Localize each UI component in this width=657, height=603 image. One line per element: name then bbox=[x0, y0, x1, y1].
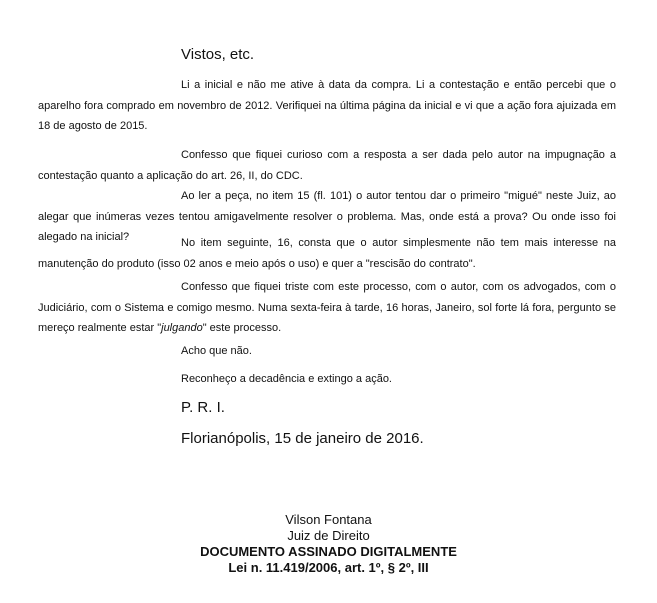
paragraph-5-italic-word: julgando bbox=[161, 322, 203, 334]
paragraph-7: Reconheço a decadência e extingo a ação. bbox=[181, 373, 392, 385]
paragraph-2: Confesso que fiquei curioso com a resposta a ser dada pelo autor na impugnação a contestação quanto a aplicação do art. 26, II, do CDC. bbox=[38, 149, 616, 182]
signature-block bbox=[0, 512, 657, 576]
paragraph-5-text-before: Confesso que fiquei triste com este processo, com o autor, com os advogados, com o Judiciário, com o Sistema e comigo mesmo. Numa sexta-feira à tarde, 16 horas, Janeiro, sol forte lá fora, pergunto se mereço realmente estar " bbox=[38, 281, 616, 334]
digital-signature-notice: DOCUMENTO ASSINADO DIGITALMENTE bbox=[200, 544, 457, 559]
paragraph-6: Acho que não. bbox=[181, 345, 252, 357]
date-line: Florianópolis, 15 de janeiro de 2016. bbox=[181, 430, 424, 447]
paragraph-1: Li a inicial e não me ative à data da compra. Li a contestação e então percebi que o aparelho fora comprado em novembro de 2012. Verifiquei na última página da inicial e vi que a ação fora ajuizada em 18 de agosto de 2015. bbox=[38, 79, 616, 132]
paragraph-5-text-after: " este processo. bbox=[202, 322, 282, 334]
paragraph-5 bbox=[38, 277, 616, 339]
document-heading: Vistos, etc. bbox=[181, 46, 255, 63]
paragraph-3: Ao ler a peça, no item 15 (fl. 101) o autor tentou dar o primeiro "migué" neste Juiz, ao alegar que inúmeras vezes tentou amigavelmente resolver o problema. Mas, onde está a prova? Ou onde isso foi alegado na inicial? bbox=[38, 190, 616, 243]
paragraph-4: No item seguinte, 16, consta que o autor simplesmente não tem mais interesse na manutenção do produto (isso 02 anos e meio após o uso) e quer a "rescisão do contrato". bbox=[38, 237, 616, 270]
signer-name: Vilson Fontana bbox=[285, 512, 372, 527]
pri-line: P. R. I. bbox=[181, 399, 225, 416]
law-reference: Lei n. 11.419/2006, art. 1º, § 2º, III bbox=[228, 560, 429, 575]
signer-title: Juiz de Direito bbox=[287, 528, 370, 543]
